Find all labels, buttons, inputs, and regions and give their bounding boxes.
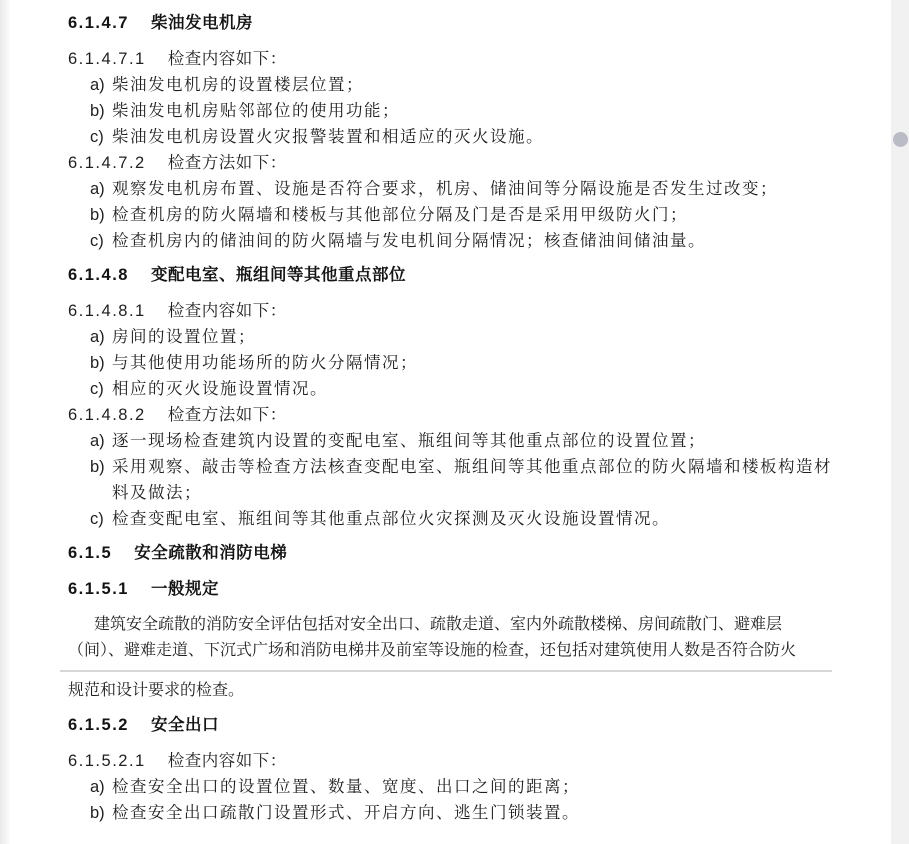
list-item xyxy=(68,454,833,506)
clause-number: 6.1.4.8.2 xyxy=(68,406,146,424)
list-item xyxy=(68,428,833,454)
list-item-label: b) xyxy=(90,102,105,120)
section-heading xyxy=(68,712,833,738)
clause-line xyxy=(68,748,833,774)
section-title: 安全出口 xyxy=(150,716,219,734)
section-title: 安全疏散和消防电梯 xyxy=(134,544,288,562)
section-number: 6.1.5.1 xyxy=(68,580,129,598)
list-item-text: 房间的设置位置； xyxy=(112,327,256,346)
scrollbar-thumb[interactable] xyxy=(893,132,908,147)
list-item-label: b) xyxy=(90,354,105,372)
list-item-text: 检查机房内的储油间的防火隔墙与发电机间分隔情况；核查储油间储油量。 xyxy=(112,231,706,250)
list-item-text: 采用观察、敲击等检查方法核查变配电室、瓶组间等其他重点部位的防火隔墙和楼板构造材料及做法； xyxy=(112,457,832,502)
clause-line xyxy=(68,298,833,324)
scrollbar-track[interactable] xyxy=(891,0,909,844)
list-item-text: 逐一现场检查建筑内设置的变配电室、瓶组间等其他重点部位的设置位置； xyxy=(112,431,706,450)
section-number: 6.1.4.7 xyxy=(68,14,129,32)
page-divider xyxy=(60,670,832,672)
list-item-label: b) xyxy=(90,206,105,224)
clause-line xyxy=(68,150,833,176)
clause-text: 检查内容如下： xyxy=(167,49,287,68)
list-item-text: 柴油发电机房贴邻部位的使用功能； xyxy=(112,101,400,120)
list-item-label: c) xyxy=(90,510,104,528)
section-title: 一般规定 xyxy=(150,580,219,598)
section-number: 6.1.5 xyxy=(68,544,113,562)
clause-text: 检查内容如下： xyxy=(167,301,287,320)
paragraph-line: 规范和设计要求的检查。 xyxy=(68,682,245,699)
clause-number: 6.1.4.7.2 xyxy=(68,154,146,172)
clause-number: 6.1.5.2.1 xyxy=(68,752,146,770)
clause-number: 6.1.4.7.1 xyxy=(68,50,146,68)
list-item xyxy=(68,774,833,800)
list-item-label: b) xyxy=(90,804,105,822)
clause-line xyxy=(68,46,833,72)
list-item-label: b) xyxy=(90,458,105,476)
section-number: 6.1.4.8 xyxy=(68,266,129,284)
section-heading xyxy=(68,10,833,36)
list-item xyxy=(68,72,833,98)
clause-line xyxy=(68,402,833,428)
list-item xyxy=(68,228,833,254)
section-title: 变配电室、瓶组间等其他重点部位 xyxy=(150,266,406,284)
list-item-text: 检查机房的防火隔墙和楼板与其他部位分隔及门是否是采用甲级防火门； xyxy=(112,205,688,224)
list-item-label: c) xyxy=(90,128,104,146)
list-item-text: 检查变配电室、瓶组间等其他重点部位火灾探测及灭火设施设置情况。 xyxy=(112,509,670,528)
section-heading xyxy=(68,540,833,566)
paragraph-line: （间）、避难走道、下沉式广场和消防电梯井及前室等设施的检查，还包括对建筑使用人数是否符合防火 xyxy=(68,642,797,659)
list-item-label: a) xyxy=(90,778,105,796)
list-item xyxy=(68,350,833,376)
list-item xyxy=(68,176,833,202)
clause-text: 检查方法如下： xyxy=(167,405,287,424)
list-item-text: 与其他使用功能场所的防火分隔情况； xyxy=(112,353,418,372)
section-number: 6.1.5.2 xyxy=(68,716,129,734)
list-item-label: c) xyxy=(90,380,104,398)
list-item-label: a) xyxy=(90,76,105,94)
clause-text: 检查方法如下： xyxy=(167,153,287,172)
list-item-label: a) xyxy=(90,328,105,346)
list-item-text: 相应的灭火设施设置情况。 xyxy=(112,379,328,398)
list-item xyxy=(68,506,833,532)
list-item xyxy=(68,376,833,402)
clause-text: 检查内容如下： xyxy=(167,751,287,770)
list-item xyxy=(68,202,833,228)
list-item-text: 柴油发电机房的设置楼层位置； xyxy=(112,75,364,94)
section-heading xyxy=(68,262,833,288)
list-item-label: c) xyxy=(90,232,104,250)
list-item-label: a) xyxy=(90,432,105,450)
list-item xyxy=(68,124,833,150)
list-item-text: 检查安全出口的设置位置、数量、宽度、出口之间的距离； xyxy=(112,777,580,796)
clause-number: 6.1.4.8.1 xyxy=(68,302,146,320)
list-item-text: 柴油发电机房设置火灾报警装置和相适应的灭火设施。 xyxy=(112,127,544,146)
section-title: 柴油发电机房 xyxy=(150,14,253,32)
paragraph-line: 建筑安全疏散的消防安全评估包括对安全出口、疏散走道、室内外疏散楼梯、房间疏散门、避难层 xyxy=(94,616,783,633)
list-item xyxy=(68,800,833,826)
list-item xyxy=(68,98,833,124)
list-item-label: a) xyxy=(90,180,105,198)
list-item xyxy=(68,324,833,350)
section-heading xyxy=(68,576,833,602)
list-item-text: 观察发电机房布置、设施是否符合要求，机房、储油间等分隔设施是否发生过改变； xyxy=(112,179,778,198)
list-item-text: 检查安全出口疏散门设置形式、开启方向、逃生门锁装置。 xyxy=(112,803,580,822)
